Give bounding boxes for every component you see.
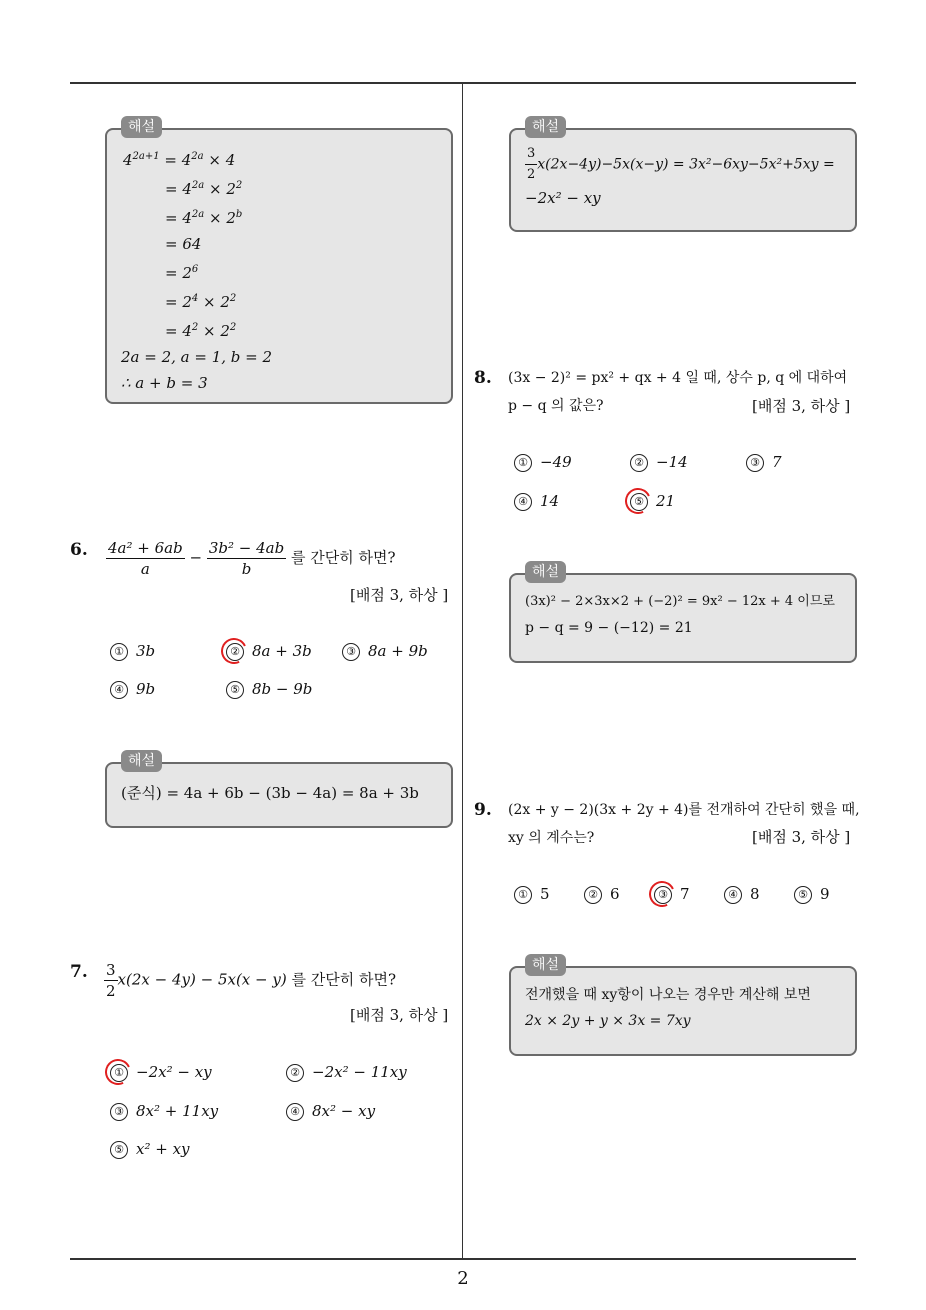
solution-label: 해설	[525, 116, 566, 138]
points-label: [배점 3, 하상 ]	[752, 828, 851, 846]
choice[interactable]: ④ 14	[514, 492, 559, 511]
choice[interactable]: ⑤ x² + xy	[110, 1140, 190, 1159]
question-6-text: $\frac{\text{4a² + 6ab}}{a}$ − $\frac{\text{3b² − 4ab}}{b}$ 를 간단히 하면?	[108, 539, 396, 578]
choice[interactable]: ③ 8a + 9b	[342, 642, 428, 661]
choice[interactable]: ④ 9b	[110, 680, 155, 699]
solution-box-6	[105, 753, 453, 828]
choice[interactable]: ② −14	[630, 453, 688, 472]
choice[interactable]: ⑤ 9	[794, 885, 830, 904]
points-label: [배점 3, 하상 ]	[752, 397, 851, 415]
solution-box-8	[509, 564, 857, 663]
solution-label: 해설	[525, 954, 566, 976]
solution-line: p − q = 9 − (−12) = 21	[525, 620, 693, 636]
answer-mark	[645, 877, 678, 910]
solution-line: $\frac{3}{2}$ x(2x−4y)−5x(x−y) = 3x²−6xy−5x²+5xy =	[527, 146, 835, 182]
column-divider	[462, 84, 463, 1258]
choice[interactable]: ② 8a + 3b	[226, 642, 312, 661]
solution-box-7	[509, 119, 857, 232]
choice[interactable]: ③ 8x² + 11xy	[110, 1102, 218, 1121]
solution-line: = 64	[165, 235, 202, 253]
question-7-text: $\frac{3}{2}$ x(2x − 4y) − 5x(x − y) 를 간단히 하면?	[106, 961, 396, 1000]
choice[interactable]: ① 3b	[110, 642, 155, 661]
choice[interactable]: ⑤ 21	[630, 492, 675, 511]
solution-label: 해설	[121, 116, 162, 138]
question-8-text: (3x − 2)² = px² + qx + 4 일 때, 상수 p, q 에 대하여 p − q 의 값은?	[508, 370, 848, 414]
question-number: 9.	[474, 800, 492, 820]
question-number: 7.	[70, 962, 88, 982]
solution-box-9	[509, 957, 857, 1056]
solution-label: 해설	[121, 750, 162, 772]
choice[interactable]: ② −2x² − 11xy	[286, 1063, 407, 1082]
fraction: $\frac{\text{3b² − 4ab}}{b}$	[208, 539, 285, 578]
choice[interactable]: ④ 8x² − xy	[286, 1102, 375, 1121]
solution-line: = $4^2 \times 2^2$	[165, 322, 237, 340]
solution-line: 2x × 2y + y × 3x = 7xy	[525, 1013, 691, 1029]
solution-line: = $4^{2a} \times 2^2$	[165, 180, 243, 198]
choice[interactable]: ① −2x² − xy	[110, 1063, 212, 1082]
answer-mark	[217, 634, 250, 667]
choice[interactable]: ② 6	[584, 885, 620, 904]
page-number: 2	[457, 1268, 469, 1289]
solution-line: −2x² − xy	[525, 189, 601, 207]
choice[interactable]: ⑤ 8b − 9b	[226, 680, 312, 699]
solution-line: $4^{2a+1} = 4^{2a} \times 4$	[123, 151, 236, 169]
top-rule	[70, 82, 856, 84]
solution-label: 해설	[525, 561, 566, 583]
points-label: [배점 3, 하상 ]	[350, 1006, 449, 1024]
choice[interactable]: ① −49	[514, 453, 572, 472]
choice[interactable]: ① 5	[514, 885, 550, 904]
solution-line: = $2^6$	[165, 264, 199, 282]
fraction: $\frac{\text{4a² + 6ab}}{a}$	[108, 539, 183, 578]
solution-line: (3x)² − 2×3x×2 + (−2)² = 9x² − 12x + 4 이므로	[525, 594, 835, 609]
question-9-text: (2x + y − 2)(3x + 2y + 4)를 전개하여 간단히 했을 때, xy 의 계수는?	[508, 802, 860, 846]
solution-line: 전개했을 때 xy항이 나오는 경우만 계산해 보면	[525, 987, 811, 1003]
fraction: $\frac{3}{2}$	[106, 961, 116, 1000]
solution-line: = $4^{2a} \times 2^b$	[165, 209, 243, 227]
choice[interactable]: ③ 7	[746, 453, 782, 472]
points-label: [배점 3, 하상 ]	[350, 586, 449, 604]
question-number: 6.	[70, 540, 88, 560]
answer-mark	[621, 484, 654, 517]
solution-box-5	[105, 119, 453, 404]
bottom-rule	[70, 1258, 856, 1260]
solution-line: = $2^4 \times 2^2$	[165, 293, 237, 311]
choice[interactable]: ④ 8	[724, 885, 760, 904]
solution-line: ∴ a + b = 3	[121, 374, 208, 392]
solution-line: (준식) = 4a + 6b − (3b − 4a) = 8a + 3b	[121, 784, 419, 802]
question-number: 8.	[474, 368, 492, 388]
answer-mark	[101, 1055, 134, 1088]
solution-line: 2a = 2, a = 1, b = 2	[121, 348, 273, 366]
choice[interactable]: ③ 7	[654, 885, 690, 904]
